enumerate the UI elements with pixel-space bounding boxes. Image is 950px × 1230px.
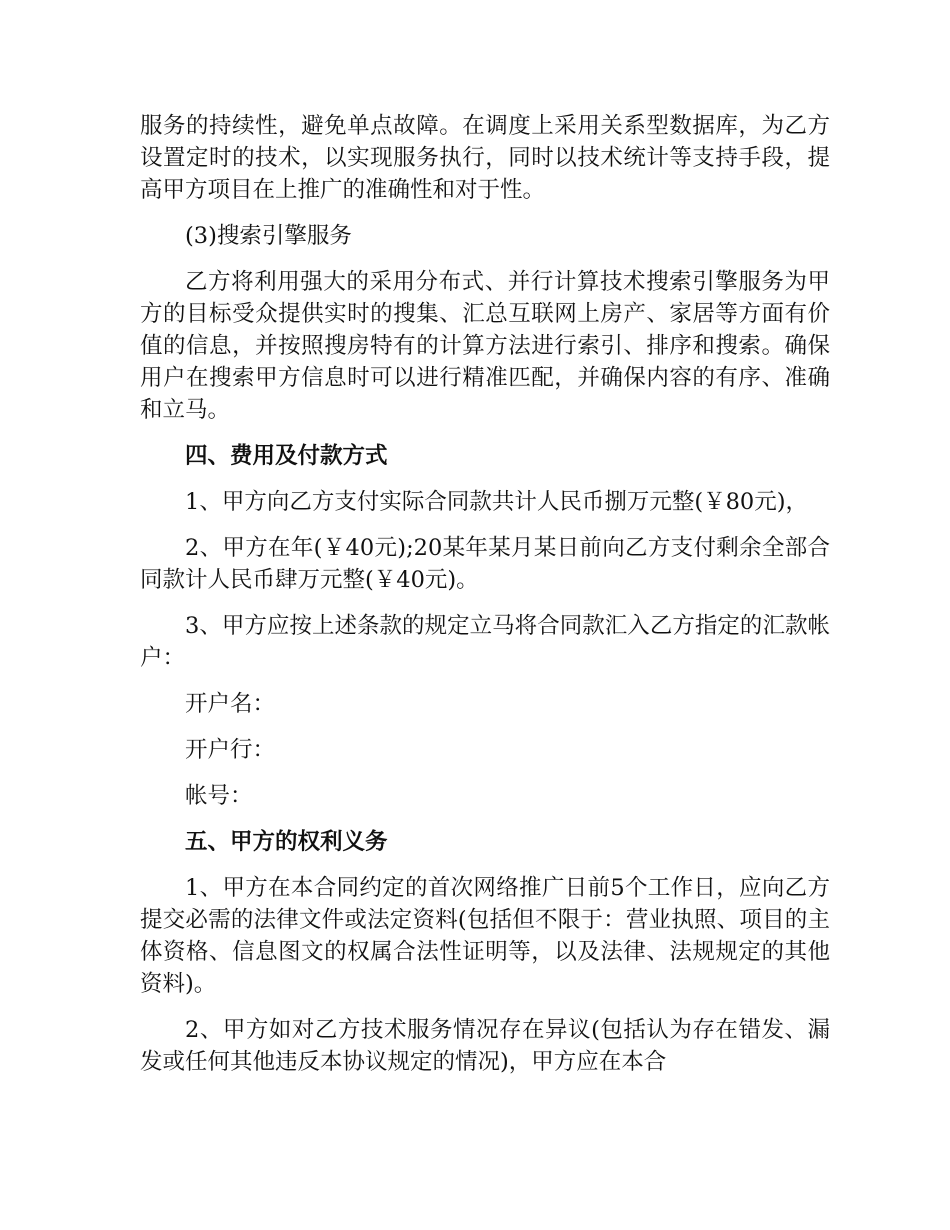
section-heading-party-a-rights: 五、甲方的权利义务 [185,829,388,855]
field-account-name: 开户名： [185,691,276,717]
paragraph-rights-2: 2、甲方如对乙方技术服务情况存在异议(包括认为存在错发、漏发或任何其他违反本协议规定的情况)，甲方应在本合 [140,1017,830,1075]
paragraph-service-continuity: 服务的持续性，避免单点故障。在调度上采用关系型数据库，为乙方设置定时的技术，以实现服务执行，同时以技术统计等支持手段，提高甲方项目在上推广的准确性和对于性。 [140,113,830,203]
document-body [140,110,830,1092]
field-bank: 开户行： [185,737,276,763]
paragraph-fee-3: 3、甲方应按上述条款的规定立马将合同款汇入乙方指定的汇款帐户： [140,613,830,671]
paragraph-fee-2: 2、甲方在年(￥40元);20某年某月某日前向乙方支付剩余全部合同款计人民币肆万元整(￥40元)。 [140,535,830,593]
item-search-engine-service: (3)搜索引擎服务 [185,223,352,249]
section-heading-fees: 四、费用及付款方式 [185,443,388,469]
field-account-number: 帐号： [185,783,253,809]
paragraph-search-engine: 乙方将利用强大的采用分布式、并行计算技术搜索引擎服务为甲方的目标受众提供实时的搜集、汇总互联网上房产、家居等方面有价值的信息，并按照搜房特有的计算方法进行索引、排序和搜索。确保用户在搜索甲方信息时可以进行精准匹配，并确保内容的有序、准确和立马。 [140,269,830,423]
paragraph-fee-1: 1、甲方向乙方支付实际合同款共计人民币捌万元整(￥80元)， [185,489,809,515]
paragraph-rights-1: 1、甲方在本合同约定的首次网络推广日前5个工作日，应向乙方提交必需的法律文件或法定资料(包括但不限于：营业执照、项目的主体资格、信息图文的权属合法性证明等，以及法律、法规规定的其他资料)。 [140,875,830,997]
